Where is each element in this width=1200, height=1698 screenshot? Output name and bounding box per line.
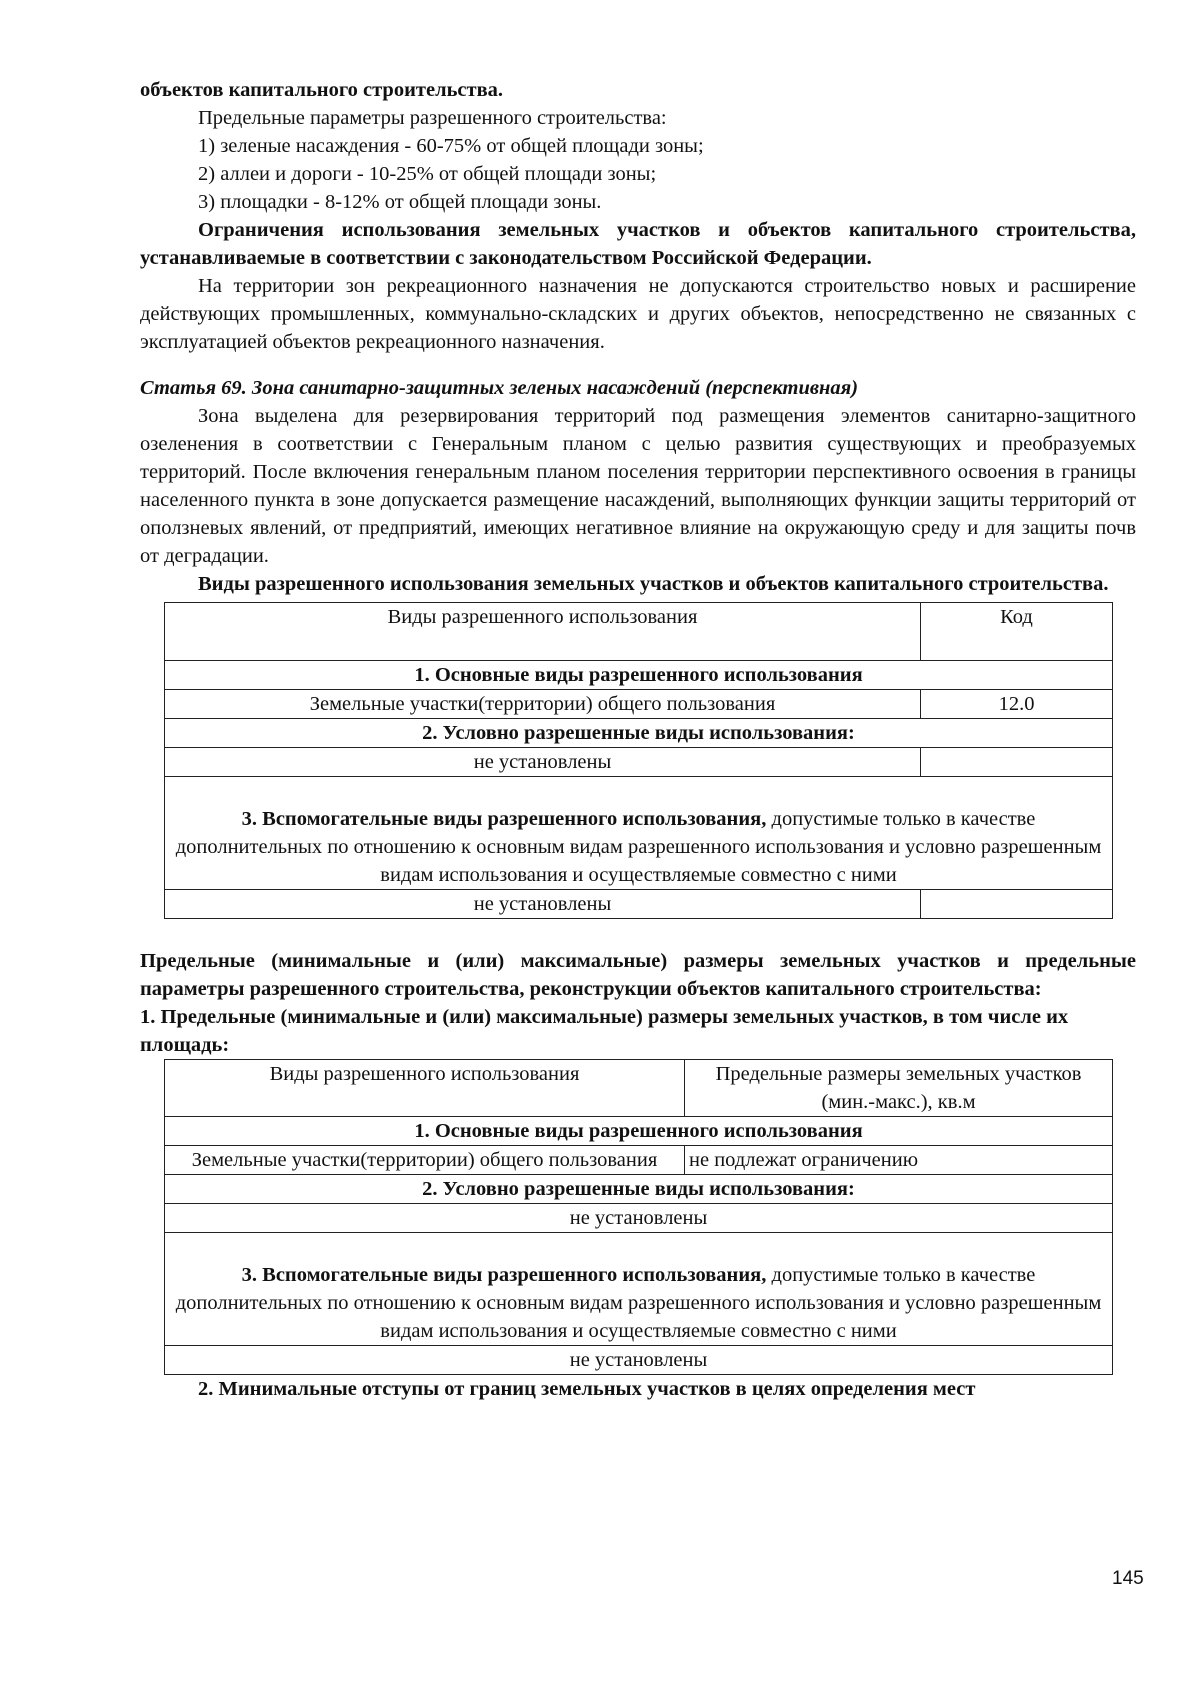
table-row bbox=[165, 748, 1113, 777]
limits-sub2: 2. Минимальные отступы от границ земельных участков в целях определения мест bbox=[198, 1378, 976, 1400]
use-code-cell bbox=[921, 890, 1113, 919]
column-header-uses: Виды разрешенного использования bbox=[165, 1060, 685, 1117]
page-number: 145 bbox=[1112, 1568, 1144, 1589]
use-code-cell: 12.0 bbox=[921, 690, 1113, 719]
use-name-cell: не установлены bbox=[165, 1346, 1113, 1375]
article-text: Зона выделена для резервирования территорий под размещения элементов санитарно-защитного озеленения в соответствии с Генеральным планом с целью развития существующих и преобразуемых территорий. После включения генеральным планом поселения территории перспективного освоения в границы населенного пункта в зоне допускается размещение насаждений, выполняющих функции защиты территорий от оползневых явлений, от предприятий, имеющих негативное влияние на окружающую среду и для защиты почв от деградации. bbox=[140, 405, 1136, 567]
uses-table bbox=[164, 602, 1113, 919]
table-section-row bbox=[165, 1117, 1113, 1146]
use-name-cell: не установлены bbox=[165, 748, 921, 777]
table-header-row bbox=[165, 603, 1113, 661]
list-item: 2) аллеи и дороги - 10-25% от общей площади зоны; bbox=[198, 163, 657, 185]
list-item: 3) площадки - 8-12% от общей площади зоны. bbox=[198, 191, 602, 213]
limits-heading: Предельные (минимальные и (или) максимальные) размеры земельных участков и предельные параметры разрешенного строительства, реконструкции объектов капитального строительства: bbox=[140, 950, 1136, 1000]
use-name-cell: не установлены bbox=[165, 890, 921, 919]
section-auxiliary-desc: допустимые только в качестве дополнительных по отношению к основным видам разрешенного использования и условно разрешенным видам использования и осуществляемые совместно с ними bbox=[175, 1264, 1102, 1342]
limits-table bbox=[164, 1059, 1113, 1375]
uses-heading: Виды разрешенного использования земельных участков и объектов капитального строительства. bbox=[198, 573, 1109, 595]
column-header-limits: Предельные размеры земельных участков (мин.-макс.), кв.м bbox=[685, 1060, 1113, 1117]
section-auxiliary-title: 3. Вспомогательные виды разрешенного использования, bbox=[241, 808, 767, 830]
restrictions-text: На территории зон рекреационного назначения не допускаются строительство новых и расширение действующих промышленных, коммунально-складских и других объектов, непосредственно не связанных с эксплуатацией объектов рекреационного назначения. bbox=[140, 275, 1136, 353]
section-auxiliary-desc: допустимые только в качестве дополнительных по отношению к основным видам разрешенного использования и условно разрешенным видам использования и осуществляемые совместно с ними bbox=[175, 808, 1102, 886]
limit-value-cell: не подлежат ограничению bbox=[685, 1146, 1113, 1175]
table-header-row bbox=[165, 1060, 1113, 1117]
table-section-row bbox=[165, 719, 1113, 748]
column-header-code: Код bbox=[921, 603, 1113, 661]
table-section-row bbox=[165, 1233, 1113, 1346]
use-name-cell: не установлены bbox=[165, 1204, 1113, 1233]
section-main-uses: 1. Основные виды разрешенного использования bbox=[165, 1117, 1113, 1146]
params-title: Предельные параметры разрешенного строительства: bbox=[198, 107, 667, 129]
section-auxiliary-title: 3. Вспомогательные виды разрешенного использования, bbox=[241, 1264, 767, 1286]
section-auxiliary-uses bbox=[165, 1233, 1113, 1346]
section-conditional-uses: 2. Условно разрешенные виды использования: bbox=[165, 1175, 1113, 1204]
table-row bbox=[165, 690, 1113, 719]
use-name-cell: Земельные участки(территории) общего пользования bbox=[165, 690, 921, 719]
use-code-cell bbox=[921, 748, 1113, 777]
table-section-row bbox=[165, 777, 1113, 890]
article-title: Статья 69. Зона санитарно-защитных зеленых насаждений (перспективная) bbox=[140, 377, 859, 399]
column-header-uses: Виды разрешенного использования bbox=[165, 603, 921, 661]
table-section-row bbox=[165, 661, 1113, 690]
table-section-row bbox=[165, 1175, 1113, 1204]
document-page bbox=[140, 76, 1136, 1403]
intro-line: объектов капитального строительства. bbox=[140, 79, 504, 101]
use-name-cell: Земельные участки(территории) общего пользования bbox=[165, 1146, 685, 1175]
table-row bbox=[165, 1204, 1113, 1233]
section-main-uses: 1. Основные виды разрешенного использования bbox=[165, 661, 1113, 690]
section-conditional-uses: 2. Условно разрешенные виды использования: bbox=[165, 719, 1113, 748]
table-row bbox=[165, 1346, 1113, 1375]
restrictions-heading: Ограничения использования земельных участков и объектов капитального строительства, устанавливаемые в соответствии с законодательством Российской Федерации. bbox=[140, 219, 1136, 269]
limits-sub1: 1. Предельные (минимальные и (или) максимальные) размеры земельных участков, в том числе их площадь: bbox=[140, 1006, 1069, 1056]
table-row bbox=[165, 1146, 1113, 1175]
table-row bbox=[165, 890, 1113, 919]
list-item: 1) зеленые насаждения - 60-75% от общей площади зоны; bbox=[198, 135, 704, 157]
section-auxiliary-uses bbox=[165, 777, 1113, 890]
